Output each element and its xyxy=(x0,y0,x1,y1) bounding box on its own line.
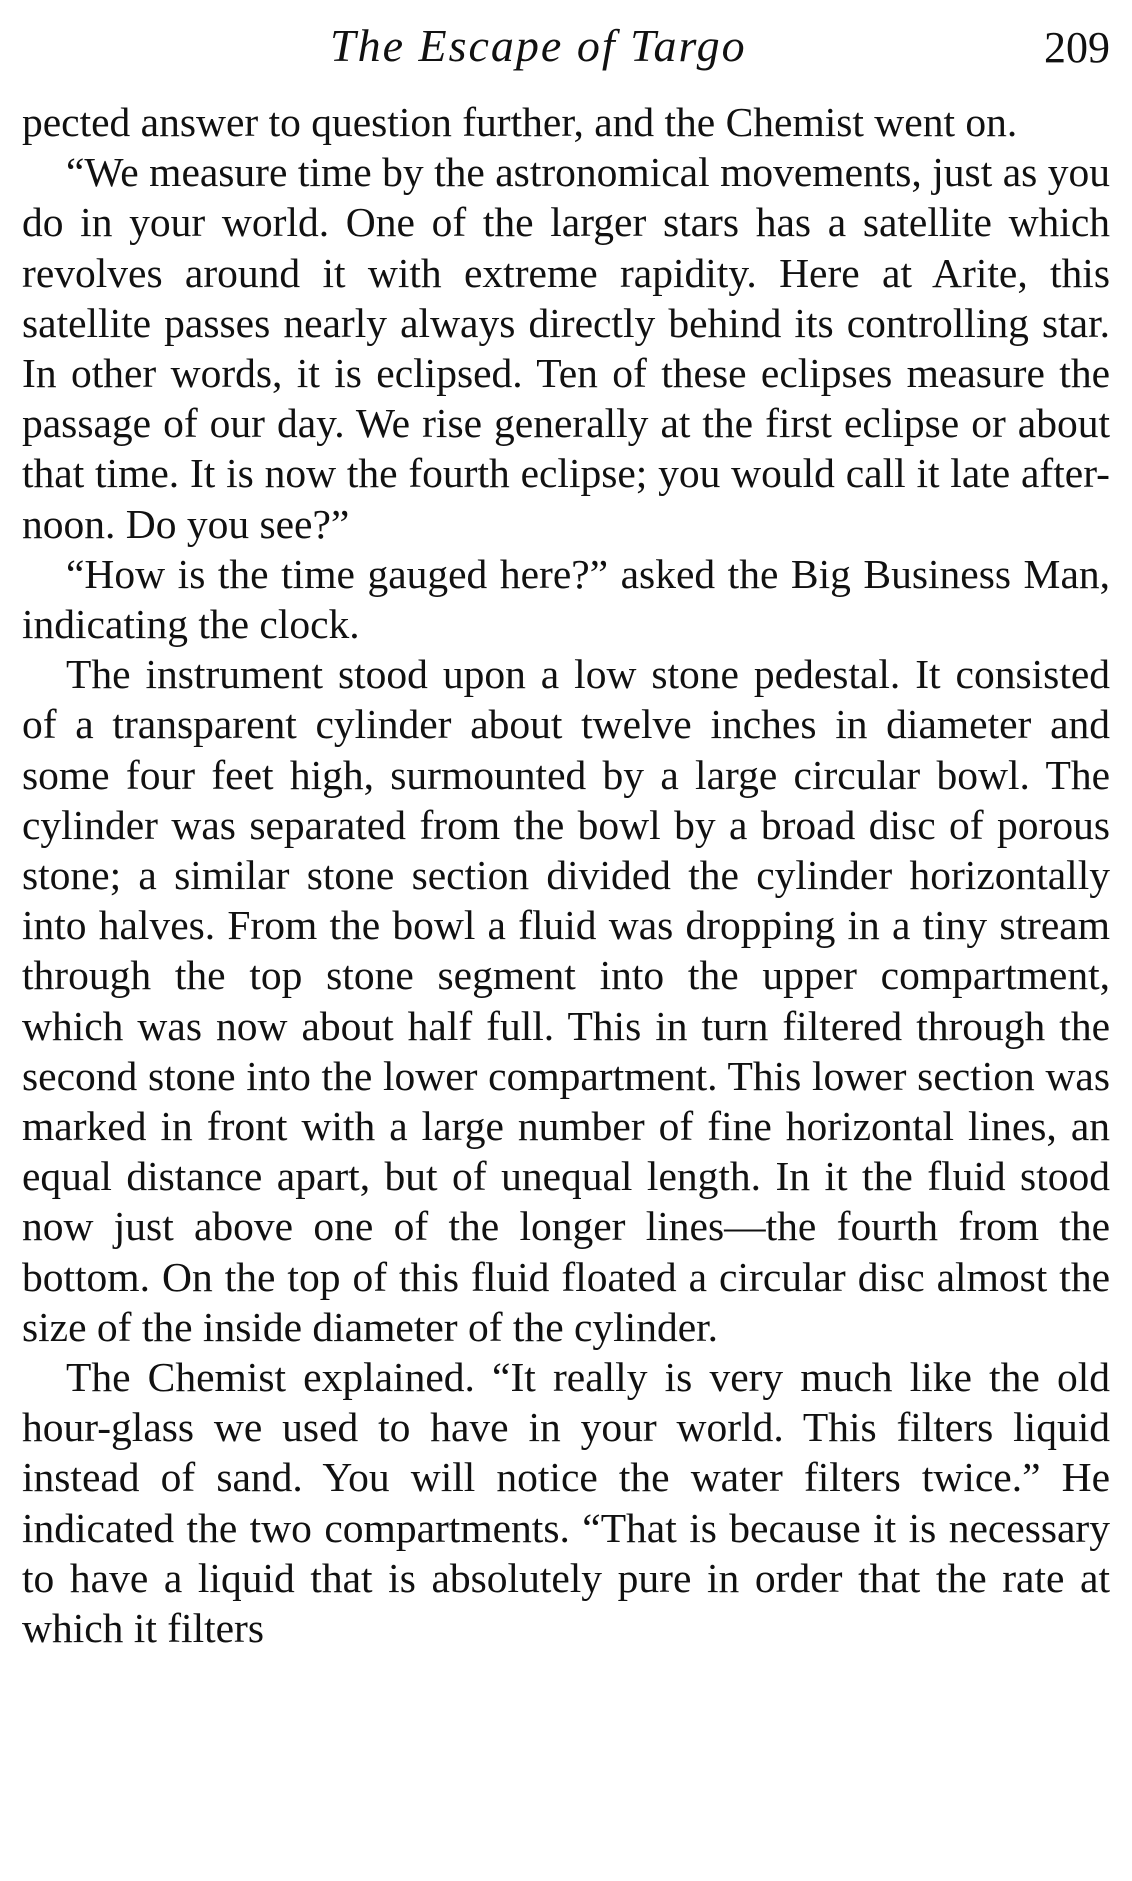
paragraph: “We measure time by the astronomical movements, just as you do in your world. One of the larger stars has a satellite which revolves around it with extreme rapidity. Here at Arite, this satellite passes nearly always directly behind its controlling star. In other words, it is eclipsed. Ten of these eclipses measure the passage of our day. We rise generally at the first eclipse or about that time. It is now the fourth eclipse; you would call it late after-noon. Do you see?” xyxy=(22,149,1110,547)
running-title: The Escape of Targo xyxy=(330,20,747,71)
paragraph-continued: pected answer to question further, and the Chemist went on. xyxy=(22,99,1018,145)
paragraph: The instrument stood upon a low stone pedestal. It consisted of a transparent cylinder about twelve inches in diameter and some four feet high, surmounted by a large circular bowl. The cylinder was separated from the bowl by a broad disc of porous stone; a similar stone section divided the cylinder horizontally into halves. From the bowl a fluid was dropping in a tiny stream through the top stone segment into the upper compartment, which was now about half full. This in turn filtered through the second stone into the lower compartment. This lower section was marked in front with a large number of fine horizontal lines, an equal distance apart, but of unequal length. In it the fluid stood now just above one of the longer lines—the fourth from the bottom. On the top of this fluid floated a circular disc almost the size of the inside diameter of the cylinder. xyxy=(22,651,1110,1350)
running-head xyxy=(0,10,1132,82)
paragraph: The Chemist explained. “It really is very much like the old hour-glass we used to have in your world. This filters liquid instead of sand. You will notice the water filters twice.” He indicated the two compartments. “That is because it is necessary to have a liquid that is absolutely pure in order that the rate at which it filters xyxy=(22,1354,1110,1652)
page-number: 209 xyxy=(1044,23,1110,72)
paragraph: “How is the time gauged here?” asked the Big Business Man, indicating the clock. xyxy=(22,550,1110,648)
body-text xyxy=(22,97,1110,1653)
